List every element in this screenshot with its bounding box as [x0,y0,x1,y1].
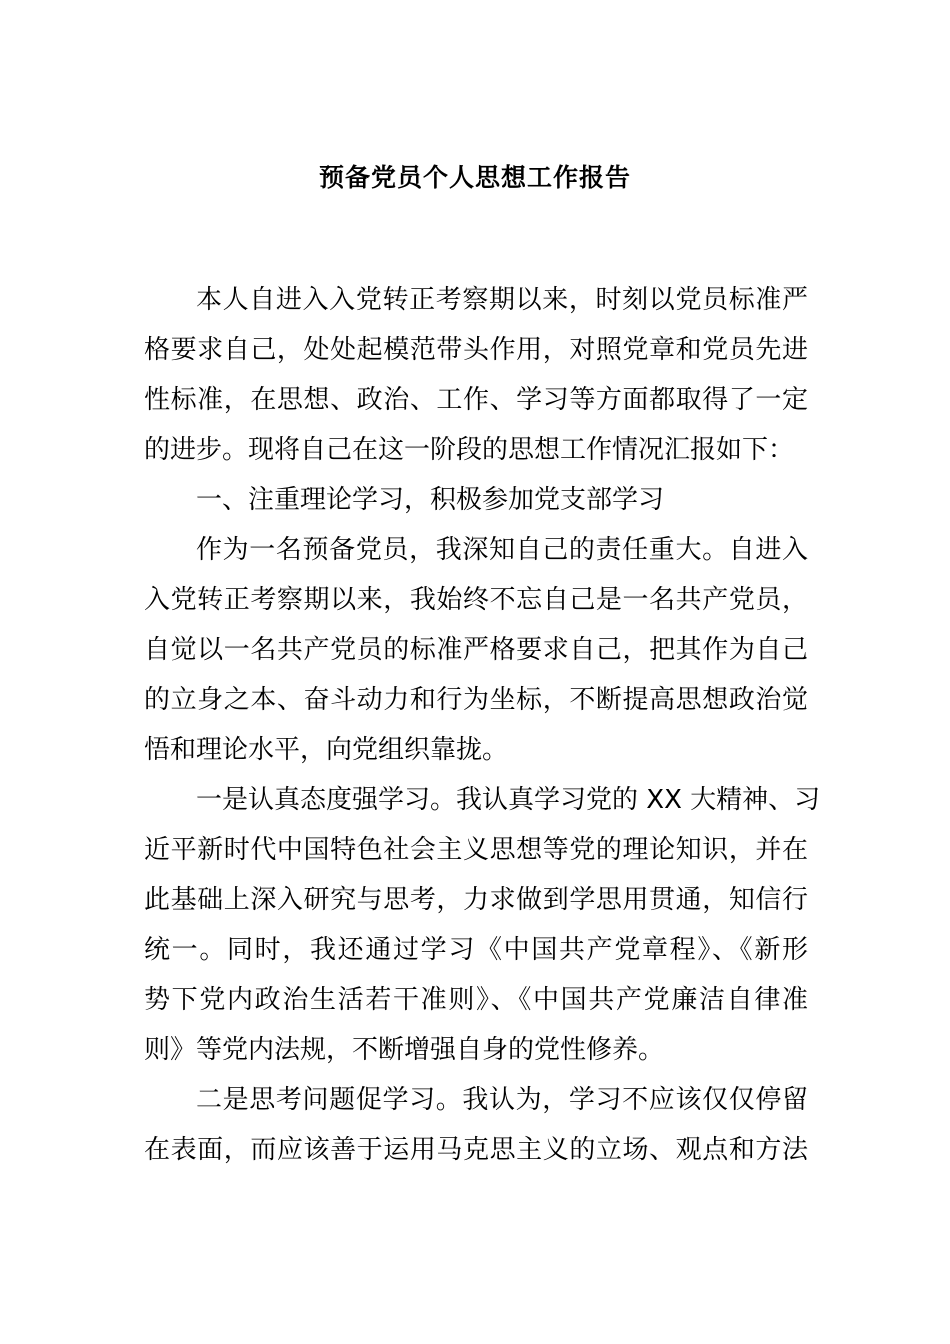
paragraph-line: 格要求自己，处处起模范带头作用，对照党章和党员先进 [144,335,808,365]
paragraph-line: 作为一名预备党员，我深知自己的责任重大。自进入 [196,535,808,565]
document-title: 预备党员个人思想工作报告 [318,163,631,192]
paragraph-line: 本人自进入入党转正考察期以来，时刻以党员标准严 [196,285,808,315]
paragraph-line: 统一。同时，我还通过学习《中国共产党章程》、《新形 [144,935,808,965]
section-heading: 一、注重理论学习，积极参加党支部学习 [196,485,665,515]
paragraph-line: 自觉以一名共产党员的标准严格要求自己，把其作为自己 [144,635,808,665]
paragraph-line: 的进步。现将自己在这一阶段的思想工作情况汇报如下： [144,435,795,465]
paragraph-line: 势下党内政治生活若干准则》、《中国共产党廉洁自律准 [144,985,808,1015]
paragraph-line: 的立身之本、奋斗动力和行为坐标，不断提高思想政治觉 [144,685,808,715]
paragraph-line: 近平新时代中国特色社会主义思想等党的理论知识，并在 [144,835,808,865]
paragraph-line: 在表面，而应该善于运用马克思主义的立场、观点和方法 [144,1135,808,1165]
paragraph-line: 此基础上深入研究与思考，力求做到学思用贯通，知信行 [144,885,808,915]
paragraph-line: 入党转正考察期以来，我始终不忘自己是一名共产党员， [144,585,808,615]
paragraph-line: 则》等党内法规，不断增强自身的党性修养。 [144,1035,665,1065]
paragraph-line: 二是思考问题促学习。我认为，学习不应该仅仅停留 [196,1085,808,1115]
paragraph-line: 悟和理论水平，向党组织靠拢。 [144,735,509,765]
paragraph-line: 一是认真态度强学习。我认真学习党的 XX 大精神、习 [196,785,821,815]
paragraph-line: 性标准，在思想、政治、工作、学习等方面都取得了一定 [144,385,808,415]
